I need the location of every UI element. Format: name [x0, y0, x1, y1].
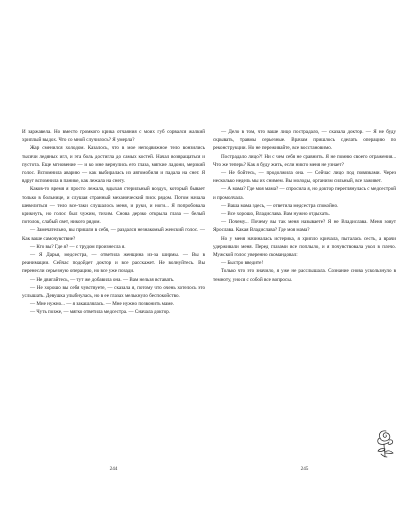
paragraph: — Кто вы? Где я? — с трудом произнесла я. — [30, 243, 126, 250]
paragraph: — Замечательно, вы пришли в себя, — раздался незнакомый женский голос. — Как ваше самочувствие? — [22, 227, 205, 242]
right-page-text — [213, 128, 396, 444]
paragraph: — Почему... Почему вы так меня называете? Я не Владислава. Меня зовут Ярослава. Какая Владислава? Где моя мама? — [213, 219, 396, 234]
paragraph: Пострадало лицо?! Ни с чем себя не сравнить. Я не помню своего отражения... Что же теперь? Как я буду жить, если никто меня не узнает? — [213, 153, 396, 168]
paragraph: — Не хорошо вы себя чувствуете, — сказала я, потому что очень хотелось это услышать. Девушка улыбнулась, но в ее глазах мелькнуло беспокойство. — [22, 284, 205, 300]
page-number-right: 245 — [300, 466, 309, 472]
paragraph: — Не бойтесь, — продолжила она. — Сейчас лицо под повязками. Через несколько недель мы их снимем. Вы молоды, организм сильный, все заживет. — [213, 170, 396, 185]
paragraph: — Я Дарья, медсестра, — ответила женщина из-за ширмы. — Вы в реанимации. Сейчас подойдет доктор и все расскажет. Не волнуйтесь. Вы перенесли серьезную операцию, но все уже позади. — [22, 252, 205, 275]
paragraph: — А мама? Где моя мама? — спросила я, но доктор переглянулась с медсестрой и промолчала. — [213, 186, 396, 201]
paragraph: — Не двигайтесь, — тут же добавила она. — Вам нельзя вставать. — [30, 276, 175, 283]
paragraph: — Ваша мама здесь, — ответила медсестра спокойно. — [221, 202, 339, 209]
paragraph: — Чуть позже, — мягко ответила медсестра. — Сначала доктор. — [30, 309, 171, 316]
paragraph: Но у меня начиналась истерика, я хрипло кричала, пыталась сесть, а врачи удерживали меня. Перед глазами все поплыло, и я почувствовала укол в плечо. Мужской голос уверенно скомандовал: — [213, 235, 396, 259]
rose-sketch-icon — [372, 426, 400, 460]
page-number-left: 244 — [109, 466, 118, 472]
paragraph: — Все хорошо, Владислава. Вам нужно отдыхать. — [221, 211, 330, 218]
paragraph: — Мне нужно... — я закашлялась. — Мне нужно позвонить маме. — [30, 301, 175, 308]
left-page-text — [22, 128, 205, 444]
paragraph: Каков-то время я просто лежала, вдыхая стерильный воздух, который бывает только в больнице, и слушая странный механический писк рядом. Потом начала шевелиться — тело все-таки слушалось меня, и руки, и ноги... Я попробовала крикнуть, но голос был чужим, тихим. Снова дерзко открыла глаза — белый потолок, слабый свет, никого рядом. — [22, 186, 205, 226]
paragraph: Только что это значило, я уже не расслышала. Сознание снова ускользнуло в темноту, унося с собой все вопросы. — [213, 268, 396, 283]
paragraph: И заржавела. Но вместо громкого крика отчаяния с моих губ сорвался жалкий хриплый выдох. Что со мной случилось? Я умерла? — [22, 129, 205, 144]
paragraph: — Быстро введите! — [221, 260, 264, 267]
paragraph: — Дело в том, что ваше лицо пострадало, — сказала доктор. — Я не буду скрывать, травмы серьезные. Врачам пришлось сделать операцию по реконструкции. Но не переживайте, все восстановимо. — [213, 129, 396, 152]
paragraph: Жар сменился холодом. Казалось, что в мое неподвижное тело вонзились тысячи ледяных игл, и эта боль достигла до самых костей. Начал возвращаться и пустота. Еще мгновение — и ко мне вернулись его глаза, мягкие ладони, мерзкий голос. Вспомнила аварию — как выбиралась из автомобиля и падала на снег. Я вдруг вспомнила в панике, как лежала на снегу. — [22, 145, 205, 185]
